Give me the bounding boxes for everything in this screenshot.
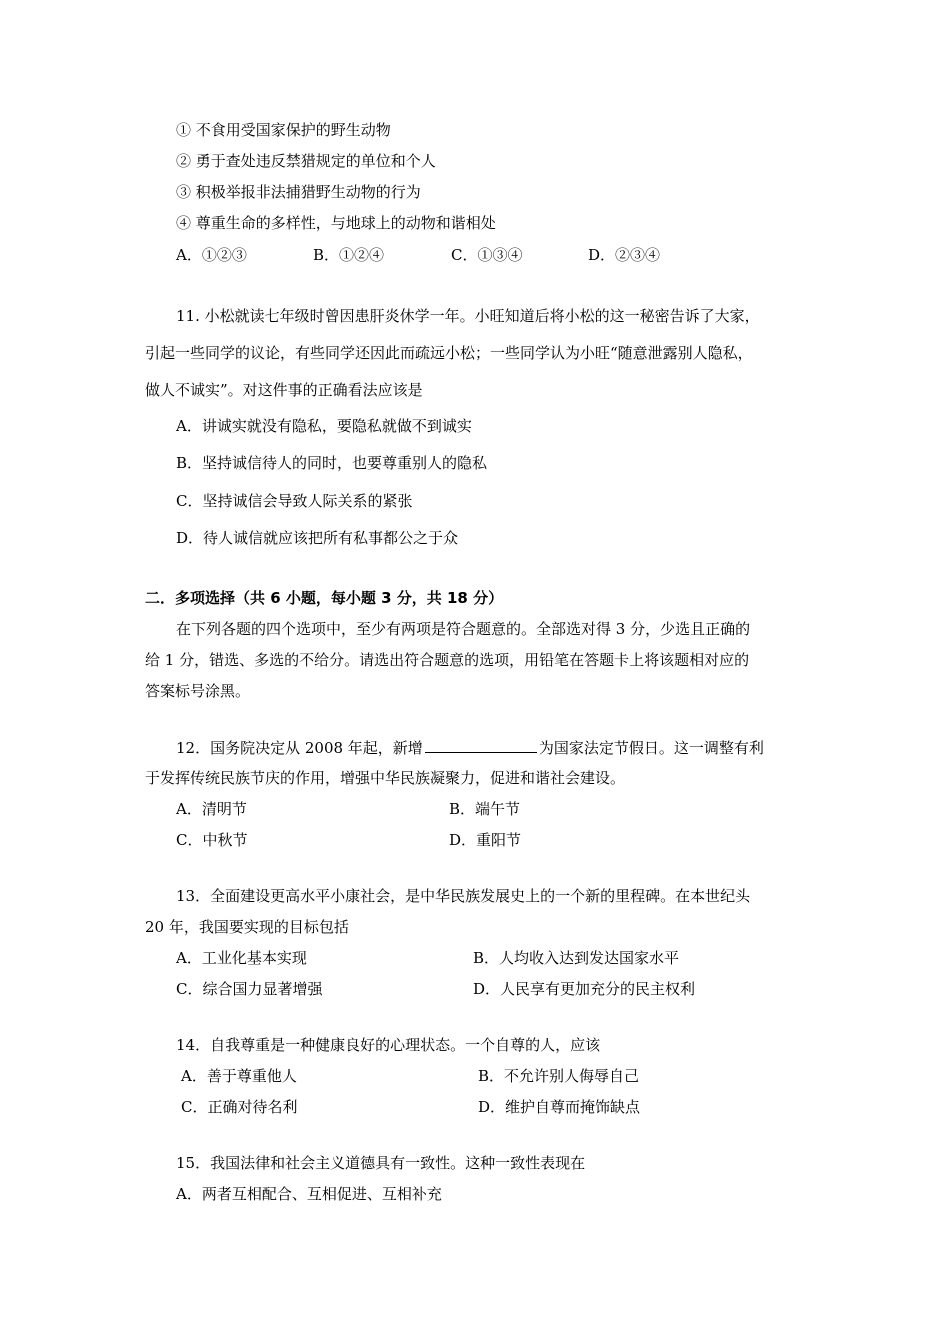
q12-option-b: B．端午节 (449, 800, 521, 818)
q10-item-2: ② 勇于查处违反禁猎规定的单位和个人 (176, 152, 436, 170)
q13-option-d: D．人民享有更加充分的民主权利 (473, 980, 696, 998)
q15-stem: 15．我国法律和社会主义道德具有一致性。这种一致性表现在 (176, 1154, 586, 1172)
q11-stem-line-2: 引起一些同学的议论，有些同学还因此而疏远小松；一些同学认为小旺“随意泄露别人隐私， (145, 344, 753, 362)
q12-option-c: C．中秋节 (176, 831, 248, 849)
q10-item-3: ③ 积极举报非法捕猎野生动物的行为 (176, 183, 421, 201)
q11-stem-line-1: 11. 小松就读七年级时曾因患肝炎休学一年。小旺知道后将小松的这一秘密告诉了大家， (176, 307, 760, 325)
q13-stem-line-2: 20 年，我国要实现的目标包括 (145, 918, 349, 936)
q10-option-a: A．①②③ (176, 246, 247, 264)
q10-option-d: D．②③④ (588, 246, 661, 264)
q11-option-d: D．待人诚信就应该把所有私事都公之于众 (176, 529, 459, 547)
q13-option-b: B．人均收入达到发达国家水平 (473, 949, 680, 967)
q14-option-a: A．善于尊重他人 (181, 1067, 297, 1085)
section-2-instructions-line-2: 给 1 分，错选、多选的不给分。请选出符合题意的选项，用铅笔在答题卡上将该题相对应的 (145, 651, 750, 669)
q12-stem-before-blank: 12．国务院决定从 2008 年起，新增 (176, 739, 423, 757)
section-2-instructions-line-3: 答案标号涂黑。 (145, 682, 251, 700)
q10-item-4: ④ 尊重生命的多样性，与地球上的动物和谐相处 (176, 214, 496, 232)
q15-option-a: A．两者互相配合、互相促进、互相补充 (176, 1185, 442, 1203)
q14-option-c: C．正确对待名利 (181, 1098, 298, 1116)
q12-stem-line-2: 于发挥传统民族节庆的作用，增强中华民族凝聚力，促进和谐社会建设。 (145, 769, 626, 787)
q10-item-1: ① 不食用受国家保护的野生动物 (176, 121, 391, 139)
q11-option-c: C．坚持诚信会导致人际关系的紧张 (176, 492, 413, 510)
q12-option-a: A．清明节 (176, 800, 247, 818)
q10-option-c: C．①③④ (451, 246, 523, 264)
q12-answer-blank (425, 738, 537, 753)
q14-stem: 14．自我尊重是一种健康良好的心理状态。一个自尊的人，应该 (176, 1036, 601, 1054)
q11-stem-line-3: 做人不诚实”。对这件事的正确看法应该是 (145, 381, 423, 399)
q10-option-b: B．①②④ (313, 246, 385, 264)
section-2-title: 二．多项选择（共 6 小题，每小题 3 分，共 18 分） (145, 589, 504, 607)
section-2-instructions-line-1: 在下列各题的四个选项中，至少有两项是符合题意的。全部选对得 3 分，少选且正确的 (176, 620, 751, 638)
q13-option-c: C．综合国力显著增强 (176, 980, 323, 998)
q11-option-b: B．坚持诚信待人的同时，也要尊重别人的隐私 (176, 454, 488, 472)
q14-option-b: B．不允许别人侮辱自己 (478, 1067, 640, 1085)
q12-stem-line-1 (176, 738, 764, 758)
q13-stem-line-1: 13．全面建设更高水平小康社会，是中华民族发展史上的一个新的里程碑。在本世纪头 (176, 887, 751, 905)
q12-option-d: D．重阳节 (449, 831, 522, 849)
q13-option-a: A．工业化基本实现 (176, 949, 307, 967)
q11-option-a: A．讲诚实就没有隐私，要隐私就做不到诚实 (176, 417, 472, 435)
q12-stem-after-blank: 为国家法定节假日。这一调整有利 (538, 739, 764, 757)
q14-option-d: D．维护自尊而掩饰缺点 (478, 1098, 641, 1116)
